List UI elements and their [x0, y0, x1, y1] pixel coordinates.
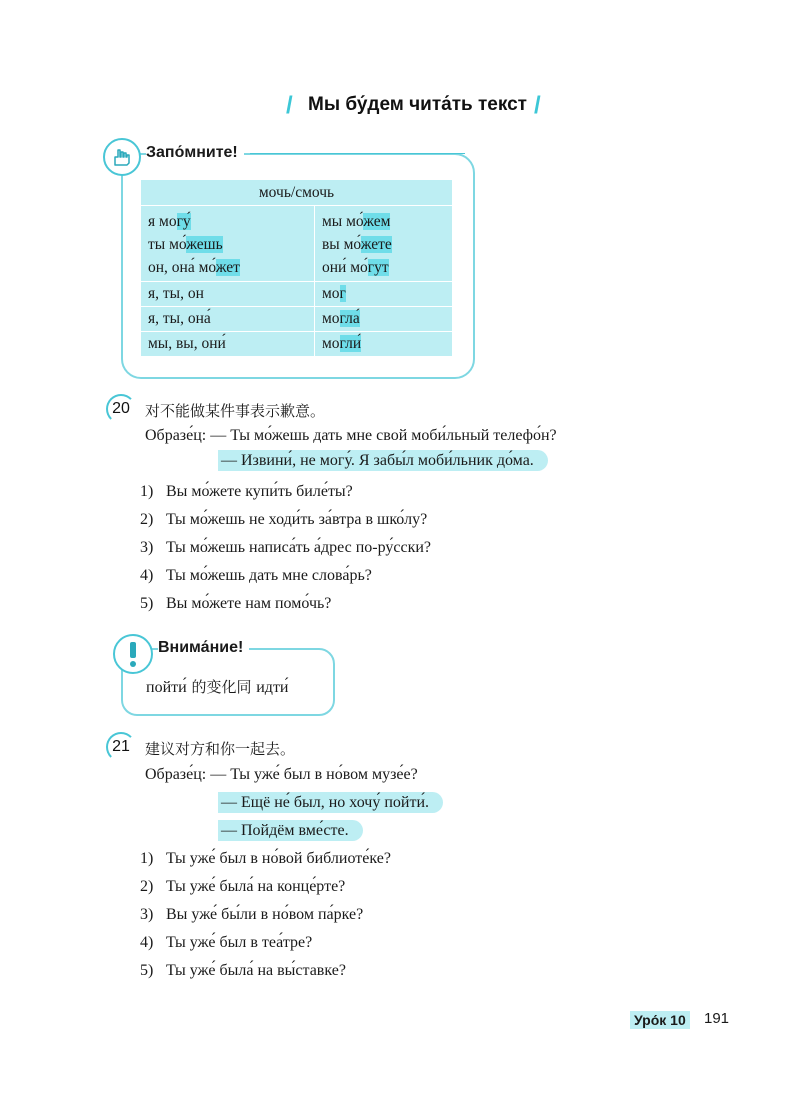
present-plural-cell — [314, 206, 452, 282]
list-item: 2) Ты мо́жешь не ходи́ть за́втра в шко́лу? — [140, 511, 428, 528]
list-item: 3) Вы уже́ бы́ли в но́вом па́рке? — [140, 906, 364, 923]
list-item: 2) Ты уже́ была́ на конце́рте? — [140, 878, 346, 895]
list-item: 3) Ты мо́жешь написа́ть а́дрес по-ру́сски? — [140, 539, 432, 556]
present-singular-cell — [141, 206, 315, 282]
list-item: 4) Ты уже́ был в теа́тре? — [140, 934, 313, 951]
header-dots-right — [546, 98, 656, 110]
table-header: мочь/смочь — [141, 180, 453, 206]
page-number: 191 — [704, 1010, 730, 1027]
past-subject-cell: я, ты, она́ — [141, 307, 315, 332]
example-question: Образе́ц: — Ты уже́ был в но́вом музе́е? — [145, 766, 418, 783]
example-answer: — Пойдём вме́сте. — [218, 822, 363, 840]
exercise-number-badge: 20 — [106, 394, 136, 424]
past-form-cell: могли́ — [314, 332, 452, 357]
exercise-task: 对不能做某件事表示歉意。 — [145, 402, 326, 420]
conjugation-table — [140, 179, 453, 357]
form-row: мы мо́жем — [321, 212, 391, 230]
form-row: они́ мо́гут — [321, 258, 389, 276]
page-header — [0, 92, 800, 126]
page-title: Мы бу́дем чита́ть текст — [308, 94, 527, 115]
example-answer: — Ещё не́ был, но хочу́ пойти́. — [218, 794, 443, 812]
exercise-number-badge: 21 — [106, 732, 136, 762]
header-dots-left — [176, 98, 286, 110]
list-item: 4) Ты мо́жешь дать мне слова́рь? — [140, 567, 372, 584]
attention-text: пойти́ 的变化同 идти́ — [146, 678, 289, 696]
pointing-hand-icon — [103, 138, 141, 176]
past-subject-cell: я, ты, он — [141, 282, 315, 307]
list-item: 1) Ты уже́ был в но́вой библиоте́ке? — [140, 850, 391, 867]
example-answer: — Извини́, не могу́. Я забы́л моби́льник до́ма. — [218, 452, 548, 470]
list-item: 5) Ты уже́ была́ на вы́ставке? — [140, 962, 346, 979]
form-row: я могу́ — [148, 212, 191, 230]
form-row: ты мо́жешь — [148, 235, 223, 253]
past-form-cell: могла́ — [314, 307, 452, 332]
exercise-task: 建议对方和你一起去。 — [145, 740, 296, 758]
lesson-label: Уро́к 10 — [630, 1011, 690, 1029]
exclamation-icon — [113, 634, 153, 674]
header-slash-left: / — [286, 92, 293, 119]
example-question: Образе́ц: — Ты мо́жешь дать мне свой моби́льный телефо́н? — [145, 427, 557, 444]
past-form-cell: мог — [314, 282, 452, 307]
list-item: 1) Вы мо́жете купи́ть биле́ты? — [140, 483, 353, 500]
attention-title: Внима́ние! — [158, 639, 249, 657]
header-slash-right: / — [534, 92, 541, 119]
form-row: вы мо́жете — [321, 235, 392, 253]
past-subject-cell: мы, вы, они́ — [141, 332, 315, 357]
remember-title: Запо́мните! — [146, 144, 244, 162]
list-item: 5) Вы мо́жете нам помо́чь? — [140, 595, 332, 612]
form-row: он, она́ мо́жет — [148, 258, 240, 276]
remember-title-rule — [250, 153, 465, 154]
